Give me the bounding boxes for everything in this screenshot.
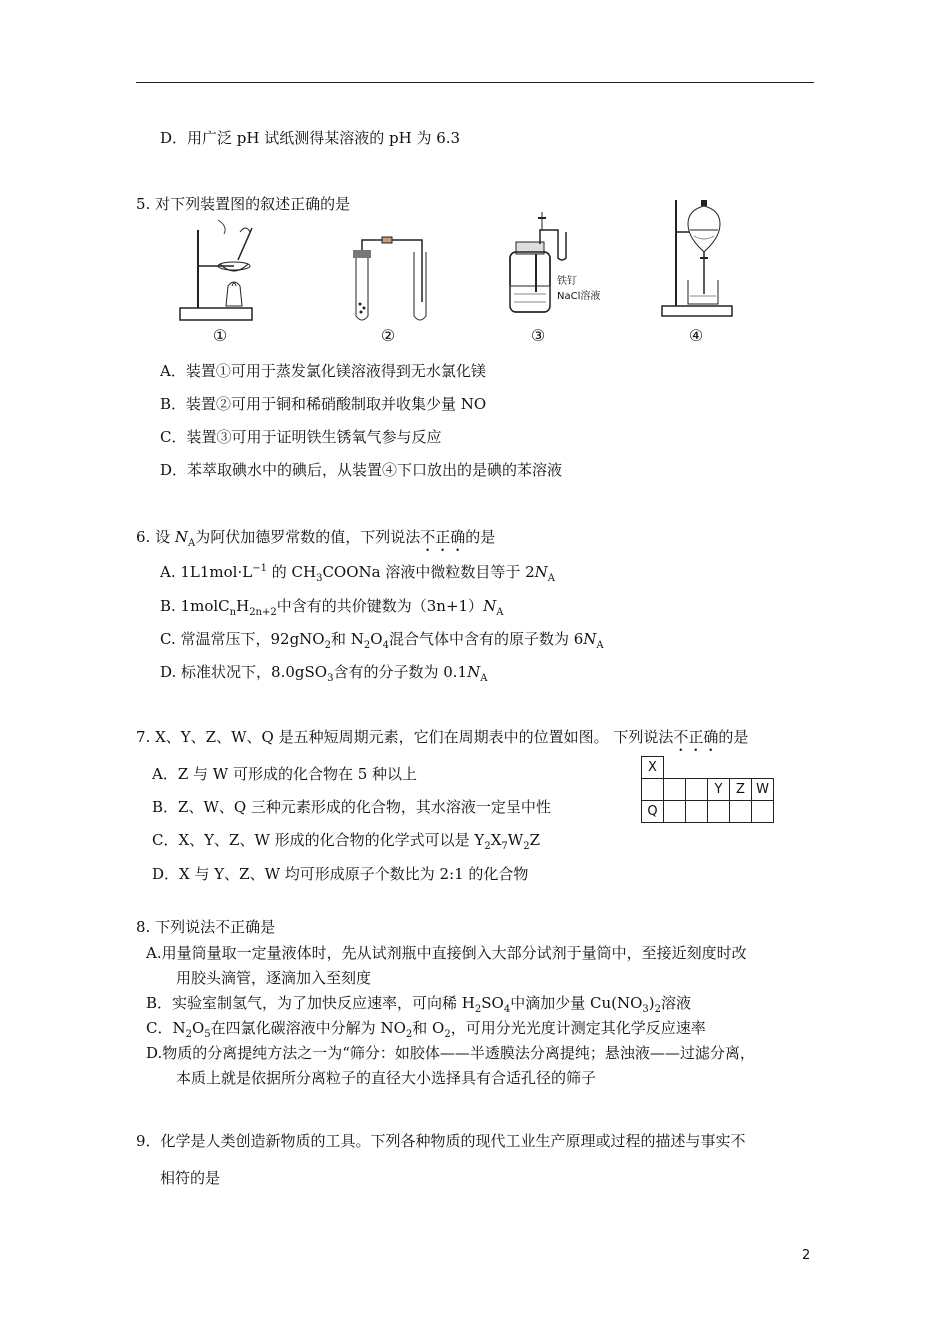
q7-option-c: C．X、Y、Z、W 形成的化合物的化学式可以是 $Y_2X_7W_2Z$ <box>152 831 541 852</box>
apparatus-3-label: ③ <box>530 326 546 345</box>
q8-option-a-line1: A.用量筒量取一定量液体时，先从试剂瓶中直接倒入大部分试剂于量筒中，至接近刻度时改 <box>146 944 747 962</box>
q5-option-d: D．苯萃取碘水中的碘后，从装置④下口放出的是碘的苯溶液 <box>160 461 563 479</box>
q6-stem: 6. 设 $N_A$为阿伏加德罗常数的值，下列说法不正确的是 <box>136 528 496 549</box>
apparatus-1-label: ① <box>212 326 228 345</box>
periodic-table-fragment <box>641 756 774 823</box>
cell-w: W <box>752 779 774 801</box>
apparatus-2-label: ② <box>380 326 396 345</box>
cell-y: Y <box>708 779 730 801</box>
q5-stem: 5. 对下列装置图的叙述正确的是 <box>136 195 351 213</box>
q5-option-b: B．装置②可用于铜和稀硝酸制取并收集少量 NO <box>160 395 487 413</box>
q5-option-a: A．装置①可用于蒸发氯化镁溶液得到无水氯化镁 <box>160 362 486 380</box>
q7-stem: 7. X、Y、Z、W、Q 是五种短周期元素，它们在周期表中的位置如图。 下列说法不正确的是 <box>136 728 749 746</box>
q8-stem: 8. 下列说法不正确是 <box>136 918 276 936</box>
label-nacl-solution: NaCl溶液 <box>557 291 601 302</box>
q6-option-c: C. 常温常压下，92gNO$_2$和 $N_2O_4$混合气体中含有的原子数为 $6N_A$ <box>160 630 604 651</box>
q8-option-a-line2: 用胶头滴管，逐滴加入至刻度 <box>176 969 372 987</box>
q8-option-c: C．$N_2O_5$在四氯化碳溶液中分解为 $NO_2$和 $O_2$，可用分光光度计测定其化学反应速率 <box>146 1019 706 1040</box>
apparatus-4-label: ④ <box>688 326 704 345</box>
q9-stem-line1: 9．化学是人类创造新物质的工具。下列各种物质的现代工业生产原理或过程的描述与事实不 <box>136 1132 746 1150</box>
q6-option-b: B. $1molC_nH_{2n+2}$中含有的共价键数为$(3n+1)N_A$ <box>160 597 504 618</box>
q7-option-b: B．Z、W、Q 三种元素形成的化合物，其水溶液一定呈中性 <box>152 798 551 816</box>
q6-option-a: A. $1L1mol\cdot L^{-1}$ 的 $CH_3COONa$ 溶液中微粒数目等于 $2N_A$ <box>160 563 556 584</box>
q8-option-b: B．实验室制氢气，为了加快反应速率，可向稀 $H_2SO_4$中滴加少量 $Cu(NO_3)_2$溶液 <box>146 994 692 1015</box>
cell-q: Q <box>642 801 664 823</box>
q4-option-d: D．用广泛 pH 试纸测得某溶液的 pH 为 6.3 <box>160 129 461 147</box>
apparatus-evaporation-image <box>178 220 258 326</box>
q8-option-d-line2: 本质上就是依据所分离粒子的直径大小选择具有合适孔径的筛子 <box>176 1069 597 1087</box>
q7-option-d: D．X 与 Y、Z、W 均可形成原子个数比为 2:1 的化合物 <box>152 865 529 883</box>
apparatus-gas-collection-image <box>348 232 432 326</box>
cell-x: X <box>642 757 664 779</box>
label-iron-nail: 铁钉 <box>557 276 577 287</box>
q6-option-d: D. 标准状况下，8.0gSO$_3$含有的分子数为 $0.1N_A$ <box>160 663 488 684</box>
q7-option-a: A．Z 与 W 可形成的化合物在 5 种以上 <box>152 765 418 783</box>
q5-option-c: C．装置③可用于证明铁生锈氧气参与反应 <box>160 428 442 446</box>
q9-stem-line2: 相符的是 <box>160 1169 221 1187</box>
apparatus-separating-funnel-image <box>660 196 740 320</box>
q8-option-d-line1: D.物质的分离提纯方法之一为“筛分：如胶体——半透膜法分离提纯；悬浊液——过滤分离， <box>146 1044 755 1062</box>
cell-z: Z <box>730 779 752 801</box>
page-number: 2 <box>802 1248 811 1263</box>
header-rule <box>136 82 814 83</box>
